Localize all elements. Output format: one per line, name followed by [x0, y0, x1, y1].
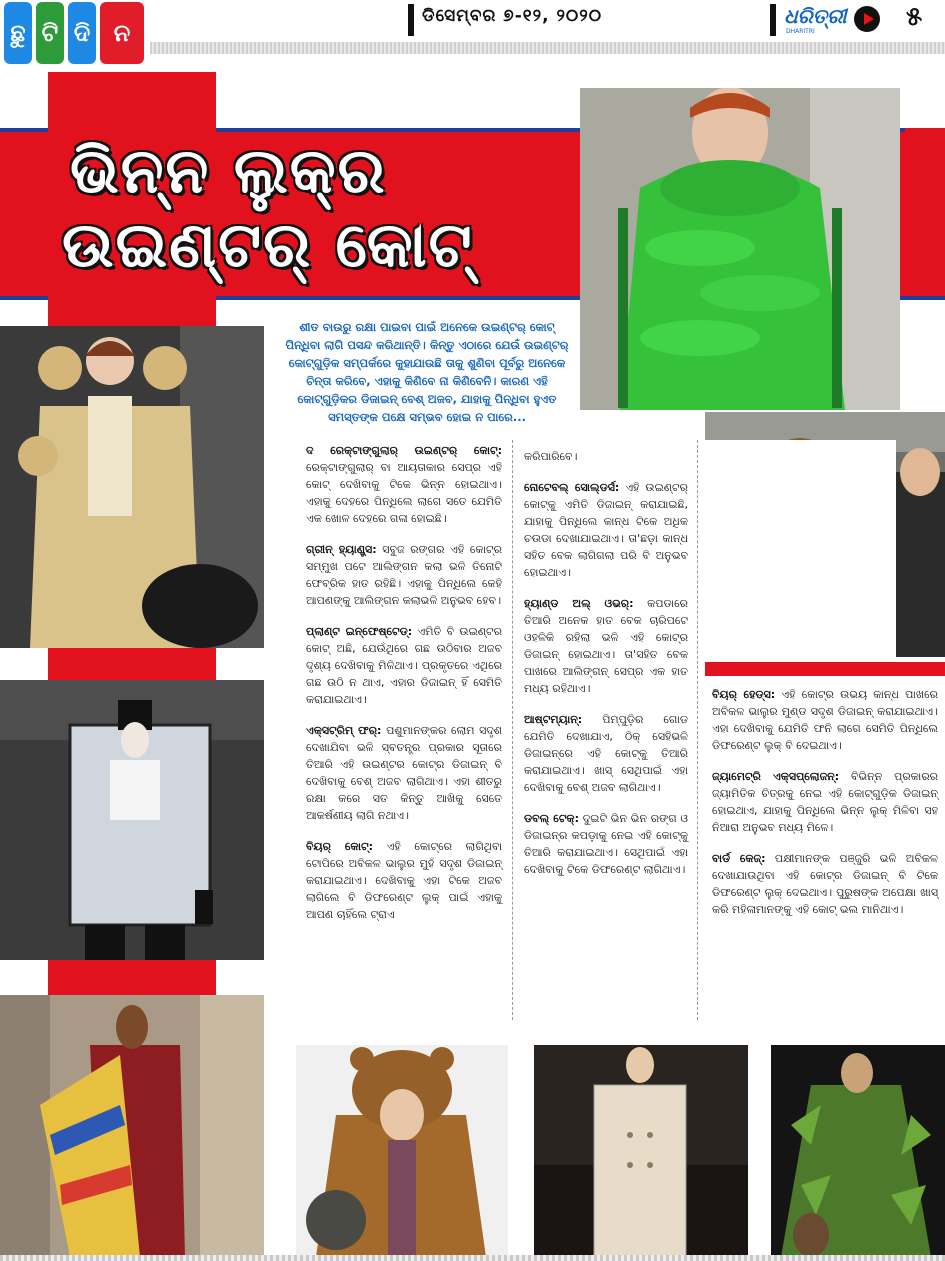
page-number: ୫	[906, 2, 923, 32]
section-tile-4: ନ	[100, 2, 144, 64]
paragraph-body: ଏହି କୋଟ୍‌ରେ ଲାଗିଥିବା ଟୋପିରେ ଅବିକଳ ଭାଲୁର ମୁହଁ ସଦୃଶ ଡିଜାଇନ୍ କରାଯାଇଥାଏ। ଦେଖିବାକୁ ଏହା ଟିକେ ଅଜବ ଲାଗିଲେ ବି ଡିଫରେଣ୍ଟ ଲୁକ୍ ପାଇଁ ଏହାକୁ ଆପଣ ଚାହିଁଲେ ଟ୍ରାଏ	[306, 840, 503, 921]
photo-double-take-coat	[0, 995, 264, 1257]
paragraph	[306, 541, 502, 609]
date-divider	[408, 4, 414, 36]
paragraph-body: ଦୁଇଟି ଭିନ ଭିନ ରଙ୍ଗ ଓ ଡିଜାଇନ୍‌ର କପଡ଼ାକୁ ନେଇ ଏହି କୋଟ୍‌କୁ ତିଆରି କରାଯାଇଥାଏ। ସେଥିପାଇଁ ଏହା ଦେଖିବାକୁ ଟିକେ ଡିଫରେଣ୍ଟ ଲାଗିଥାଏ।	[524, 812, 688, 876]
column-3	[712, 686, 938, 932]
paragraph-body: ପଶୁମାନଙ୍କର ଲୋମ ସଦୃଶ ଦେଖାଯିବା ଭଳି ସ୍ବତନ୍ତ୍ର ପ୍ରକାର ସୂତାରେ ତିଆରି ଏହି ଉଇଣ୍ଟର କୋଟ୍‌ର ଡିଜାଇନ୍ ବି ଦେଖିବାକୁ ବେଶ୍ ଅଜବ ଲାଗିଥାଏ। ଏହା ଶୀତରୁ ରକ୍ଷା କରେ ସତ କିନ୍ତୁ ଆଖିକୁ ସେତେ ଆକର୍ଷଣୀୟ ଲାଗି ନଥାଏ।	[306, 724, 502, 822]
photo-rectangular-coat	[0, 680, 264, 960]
paragraph-body: ଏହି ଉଇଣ୍ଟର୍ କୋଟ୍‌କୁ ଏମିତି ଡିଜାଇନ୍ କରାଯାଇଛି, ଯାହାକୁ ପିନ୍ଧିଲେ କାନ୍ଧ ଟିକେ ଅଧିକ ଚଉଡା ଦେଖାଯାଇଥାଏ। ତା'ଛଡ଼ା କାନ୍ଧ ସହିତ ବେକ ଲାଗିଗଲା ପରି ବି ଅନୁଭବ ହୋଇଥାଏ।	[524, 481, 689, 579]
paragraph	[306, 442, 502, 527]
paragraph	[524, 479, 688, 581]
photo-bear-heads-coat	[0, 326, 264, 648]
paragraph-body: ରେକ୍ଟାଙ୍ଗୁଲାର୍ ବା ଆୟତାକାର ସେପ୍‌ର ଏହି କୋଟ୍ ଦେଖିବାକୁ ଟିକେ ଭିନ୍ନ ହୋଇଥାଏ। ଏହାକୁ ଦେହରେ ପିନ୍ଧିଲେ ଲାଗେ ସତେ ଯେମିତି ଏକ ଖୋଳ ଦେହରେ ଗଳା ହୋଇଛି।	[306, 461, 502, 525]
banner-right-end	[905, 128, 945, 288]
paragraph	[712, 768, 938, 836]
newspaper-logo: ଧରିତ୍ରୀ	[784, 4, 847, 28]
red-band-right	[705, 662, 945, 676]
paragraph-heading: ବାର୍ଡ କେଜ୍:	[712, 852, 766, 865]
paragraph	[712, 686, 938, 754]
issue-date: ଡିସେମ୍ବର ୭-୧୨, ୨୦୨୦	[422, 6, 603, 26]
column-2	[524, 448, 688, 892]
paragraph-body: କପଡାରେ ତିଆରି ଅନେକ ହାତ ବେକ ଚାରିପଟେ ଓହଳିକି ରହିଲା ଭଳି ଏହି କୋଟ୍‌ର ଡିଜାଇନ୍ ହୋଇଥାଏ। ତା'ସହିତ ବେକ ପାଖରେ ଆଲିଙ୍ଗନ୍ ସେପ୍‌ର ଏକ ହାତ ମଧ୍ୟ ରହିଥାଏ।	[524, 597, 688, 695]
paragraph-heading: ଏକ୍ସଟ୍ରିମ୍ ଫର୍:	[306, 724, 382, 737]
headline-line-1: ଭିନ୍ନ ଲୁକ୍‌ର	[70, 134, 387, 207]
paragraph	[524, 448, 688, 465]
paragraph	[306, 623, 502, 708]
logo-divider	[770, 4, 776, 36]
red-block-1	[48, 648, 216, 680]
paragraph-body: ଏହି କୋଟ୍‌ର ଉଭୟ କାନ୍ଧ ପାଖରେ ଅବିକଳ ଭାଲୁର ମୁଣ୍ଡ ସଦୃଶ ଡିଜାଇନ୍ କରାଯାଇଥାଏ। ଏହା ଦେଖିବାକୁ ଯେମିତି ଫନି ଲାଗେ ସେମିତି ପିନ୍ଧିଲେ ଡିଫରେଣ୍ଟ ଲୁକ୍ ବି ଦେଇଥାଏ।	[712, 688, 938, 752]
headline-line-2: ଉଇଣ୍ଟର୍ କୋଟ୍	[62, 208, 474, 281]
paragraph-body: ସବୁଜ ରଙ୍ଗର ଏହି କୋଟ୍‌ର ସମ୍ମୁଖ ପଟେ ଆଲିଙ୍ଗନ କଲା ଭଳି ତିନୋଟି ଫେବ୍ରିକ ହାତ ରହିଛି। ଏହାକୁ ପିନ୍ଧିଲେ କେହି ଆପଣଙ୍କୁ ଆଲିଙ୍ଗନ କଲାଭଳି ଅନୁଭବ ହେବ।	[306, 543, 502, 607]
paragraph-body: ଏମିତି ବି ଉଇଣ୍ଟର କୋଟ୍ ଅଛି, ଯେଉଁଥିରେ ଗଛ ଉଠିବାର ଅଜବ ଦୃଶ୍ୟ ଦେଖିବାକୁ ମିଳିଥାଏ। ପ୍ରକୃତରେ ଏଥିରେ ଗଛ ଉଠି ନ ଥାଏ, ଏହାର ଡିଜାଇନ୍ ହିଁ ସେମିତି କରାଯାଇଥାଏ।	[306, 625, 503, 706]
paragraph-heading: ନୋଟେବଲ୍ ସୋଲ୍ଡର୍ସ:	[524, 481, 620, 494]
paragraph-heading: ଗ୍ରୀନ୍ ହ୍ୟାଣ୍ଡ୍ସ:	[306, 543, 377, 556]
paragraph	[524, 711, 688, 796]
photo-plant-infested-coat	[771, 1045, 945, 1257]
footer-strip	[0, 1255, 945, 1261]
newspaper-logo-sub: DHARITRI	[786, 28, 815, 35]
paragraph-heading: ହ୍ୟାଣ୍ଡ ଅଲ୍ ଓଭର୍:	[524, 597, 634, 610]
column-rule-2	[697, 440, 698, 1020]
paragraph-heading: ଦ ରେକ୍ଟାଙ୍ଗୁଲାର୍ ଉଇଣ୍ଟର୍ କୋଟ୍:	[306, 444, 502, 457]
paragraph	[306, 722, 502, 824]
paragraph	[306, 838, 502, 923]
intro-text: ଶୀତ ବାଉରୁ ରକ୍ଷା ପାଇବା ପାଇଁ ଅନେକେ ଉଇଣ୍ଟର୍ କୋଟ୍ ପିନ୍ଧିବା ଲାଗି ପସନ୍ଦ କରିଥାନ୍ତି। କିନ୍ତୁ ଏଠାରେ ଯେଉଁ ଉଇଣ୍ଟର୍ କୋଟ୍‌ଗୁଡ଼ିକ ସମ୍ପର୍କରେ କୁହାଯାଉଛି ତାକୁ ଶୁଣିବା ପୂର୍ବରୁ ଅନେକେ ଚିନ୍ତା କରିବେ, ଏହାକୁ କିଣିବେ ନା କିଣିବେନି। କାରଣ ଏହି କୋଟ୍‌ଗୁଡ଼ିକର ଡିଜାଇନ୍ ବେଶ୍ ଅଜବ, ଯାହାକୁ ପିନ୍ଧିବା ହୁଏତ ସମସ୍ତଙ୍କ ପକ୍ଷେ ସମ୍ଭବ ହୋଇ ନ ପାରେ...	[285, 320, 569, 424]
column-1	[306, 442, 502, 937]
paragraph-body: ପକ୍ଷୀମାନଙ୍କ ପଞ୍ଜୁରି ଭଳି ଅବିକଳ ଦେଖାଯାଉଥିବା ଏହି କୋଟ୍‌ର ଡିଜାଇନ୍ ବି ଟିକେ ଡିଫରେଣ୍ଟ ଲୁକ୍ ଦେଇଥାଏ। ପୁରୁଷଙ୍କ ଅପେକ୍ଷା ଖାସ୍ କରି ମହିଳାମାନଙ୍କୁ ଏହି କୋଟ୍ ଭଲ ମାନିଥାଏ।	[712, 852, 938, 916]
section-tile-3: ଦି	[68, 2, 96, 64]
header-rule	[150, 42, 945, 54]
section-tile-2: ଟି	[36, 2, 64, 64]
paragraph-heading: ଜ୍ୟାମେଟ୍ରି ଏକ୍ସପ୍ଲୋଜନ୍:	[712, 770, 840, 783]
paragraph-body: ବିଭିନ୍ନ ପ୍ରକାରର ଜ୍ୟାମିତିକ ଚିତ୍ରକୁ ନେଇ ଏହି କୋଟ୍‌ଗୁଡ଼ିକ ଡିଜାଇନ୍ ହୋଇଥାଏ, ଯାହାକୁ ପିନ୍ଧିଲେ ଭିନ୍ନ ଲୁକ୍ ମିଳିବା ସହ ନିଆରା ଅନୁଭବ ମଧ୍ୟ ମିଳେ।	[712, 770, 938, 834]
paragraph-heading: ଡବଲ୍ ଟେକ୍:	[524, 812, 579, 825]
paragraph	[712, 850, 938, 918]
paragraph	[524, 810, 688, 878]
photo-bear-coat	[296, 1045, 508, 1257]
play-icon	[854, 6, 880, 32]
photo-green-hands-coat	[580, 88, 900, 410]
paragraph-heading: ବିୟର୍ କୋଟ୍:	[306, 840, 374, 853]
paragraph-body: କରିପାରିବେ।	[524, 450, 578, 463]
paragraph-heading: ଆଷ୍ଟମ୍ୟାନ୍:	[524, 713, 583, 726]
red-block-2	[48, 960, 216, 995]
paragraph-body: ପିମ୍ପୁଡ଼ିର ଗୋଡ ଯେମିତି ଦେଖାଯାଏ, ଠିକ୍ ସେହିଭଳି ଡିଜାଇନ୍‌ରେ ଏହି କୋଟ୍‌କୁ ତିଆରି କରାଯାଇଥାଏ। ଖାସ୍ ସେଥିପାଇଁ ଏହା ଦେଖିବାକୁ ବେଶ୍ ଅଜବ ଲାଗିଥାଏ।	[524, 713, 688, 794]
paragraph	[524, 595, 688, 697]
column-rule-1	[512, 440, 513, 1020]
paragraph-heading: ବିୟର୍ ହେଡ୍ସ:	[712, 688, 776, 701]
section-tile-1: ଛୁ	[4, 2, 32, 64]
photo-notable-shoulders-coat	[534, 1045, 748, 1257]
paragraph-heading: ପ୍ଲାଣ୍ଟ ଇନ୍‌ଫେଷ୍ଟେଡ୍:	[306, 625, 413, 638]
